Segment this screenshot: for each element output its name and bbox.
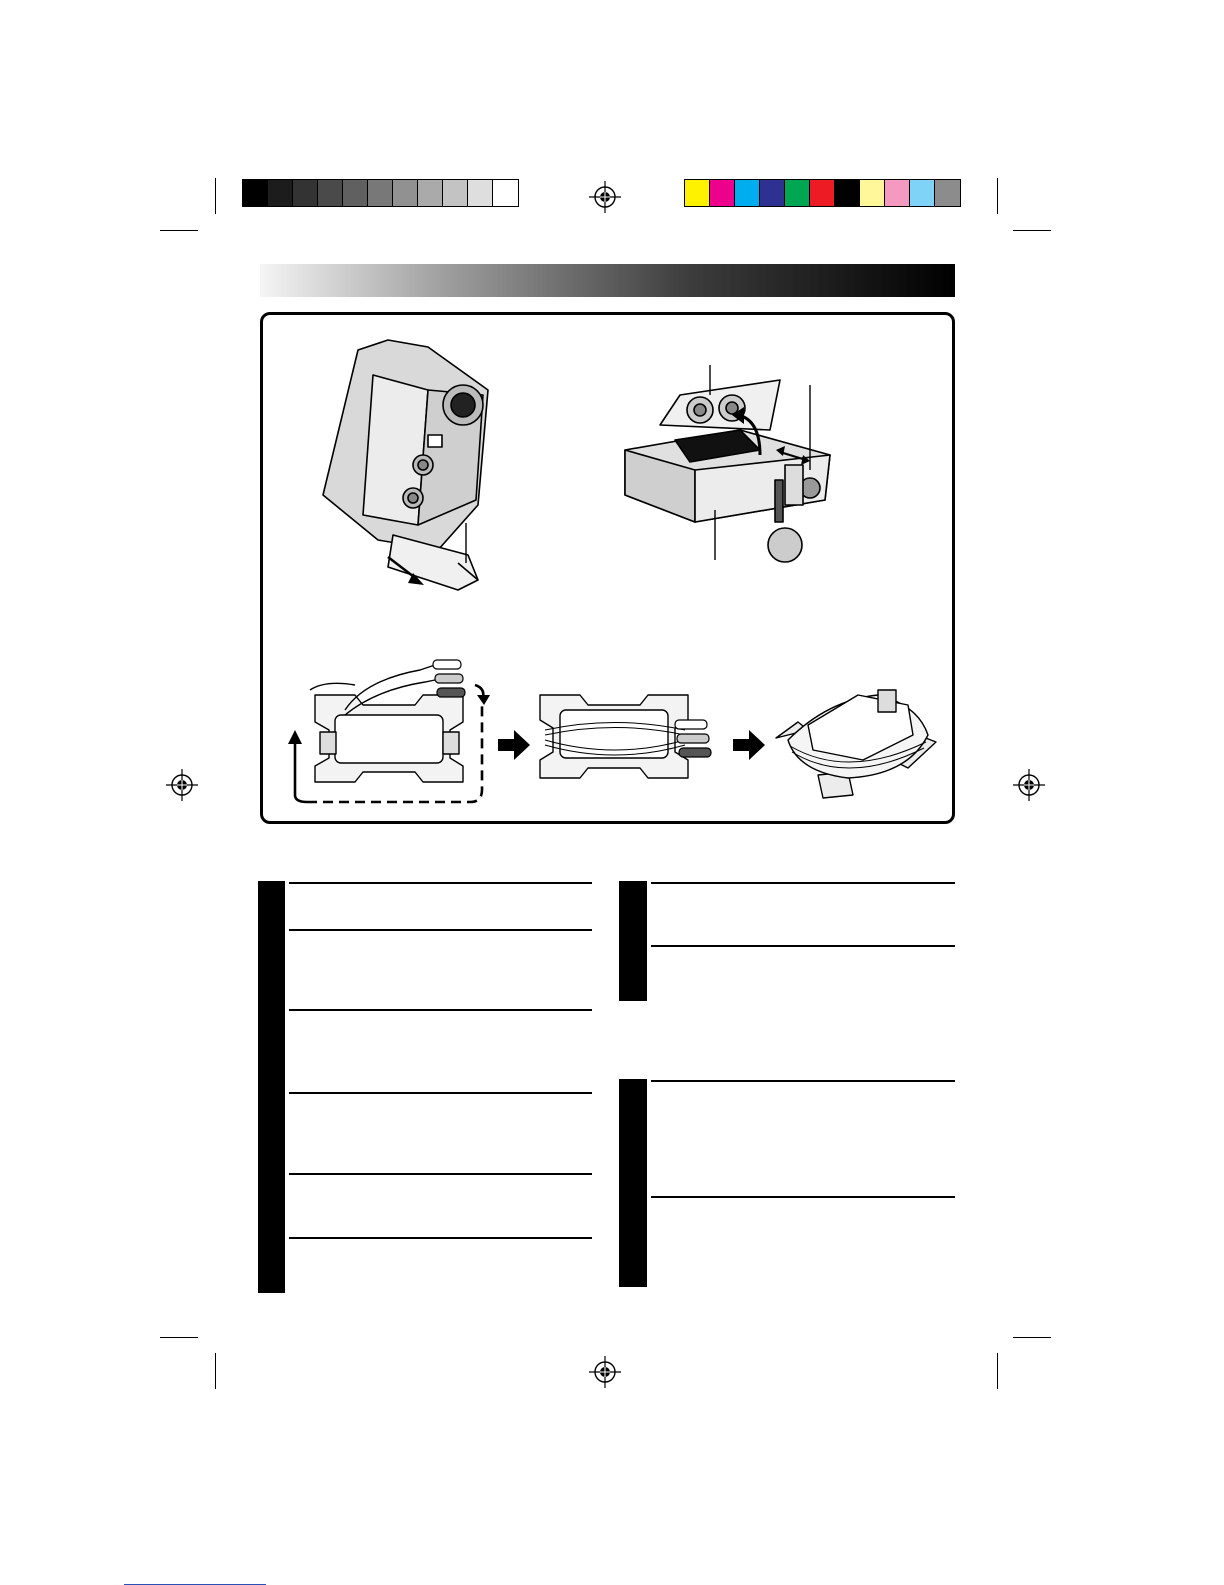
camcorder-battery-illustration [318,335,503,595]
gray-swatch [318,180,343,206]
left-step-2-rule [289,929,592,931]
crop-mark-top-left-vertical [215,178,216,214]
color-calibration-bar [684,179,961,207]
crop-mark-top-left-horizontal [160,230,198,231]
cassette-holder-illustration [620,360,840,565]
left-step-5-rule [289,1173,592,1175]
color-swatch [685,180,710,206]
left-section-bar [258,881,285,1293]
right-bottom-section-bar [619,1079,647,1287]
gray-swatch [343,180,368,206]
cable-wrap-step-3-illustration [768,680,940,802]
registration-mark-icon [166,769,198,801]
crop-mark-bottom-left-horizontal [160,1337,198,1338]
right-top-step-2-rule [651,945,955,947]
right-arrow-icon [733,730,765,760]
color-swatch [785,180,810,206]
gray-swatch [418,180,443,206]
left-step-1-rule [289,882,592,884]
color-swatch [860,180,885,206]
color-swatch [910,180,935,206]
color-swatch [810,180,835,206]
cable-wrap-step-2-illustration [535,690,730,790]
crop-mark-bottom-right-vertical [997,1353,998,1389]
gray-swatch [368,180,393,206]
gray-swatch [393,180,418,206]
right-arrow-icon [498,730,530,760]
left-step-6-rule [289,1237,592,1239]
color-swatch [935,180,960,206]
section-header-bar [260,264,955,297]
gray-swatch [293,180,318,206]
color-swatch [735,180,760,206]
left-step-3-rule [289,1009,592,1011]
gray-swatch [243,180,268,206]
gray-swatch [468,180,493,206]
cable-wrap-step-1-illustration [285,650,495,805]
gray-swatch [493,180,518,206]
color-swatch [835,180,860,206]
crop-mark-top-right-vertical [997,178,998,214]
right-bottom-step-2-rule [651,1196,955,1198]
right-top-section-bar [619,881,647,1001]
color-swatch [710,180,735,206]
color-swatch [885,180,910,206]
color-swatch [760,180,785,206]
left-step-4-rule [289,1092,592,1094]
gray-swatch [268,180,293,206]
crop-mark-top-right-horizontal [1013,230,1051,231]
gray-calibration-bar [242,179,519,207]
gray-swatch [443,180,468,206]
registration-mark-icon [589,181,621,213]
registration-mark-icon [1013,769,1045,801]
crop-mark-bottom-right-horizontal [1013,1337,1051,1338]
registration-mark-icon [589,1356,621,1388]
footer-link-underline[interactable] [124,1571,266,1585]
right-top-step-1-rule [651,882,955,884]
right-bottom-step-1-rule [651,1080,955,1082]
crop-mark-bottom-left-vertical [215,1353,216,1389]
